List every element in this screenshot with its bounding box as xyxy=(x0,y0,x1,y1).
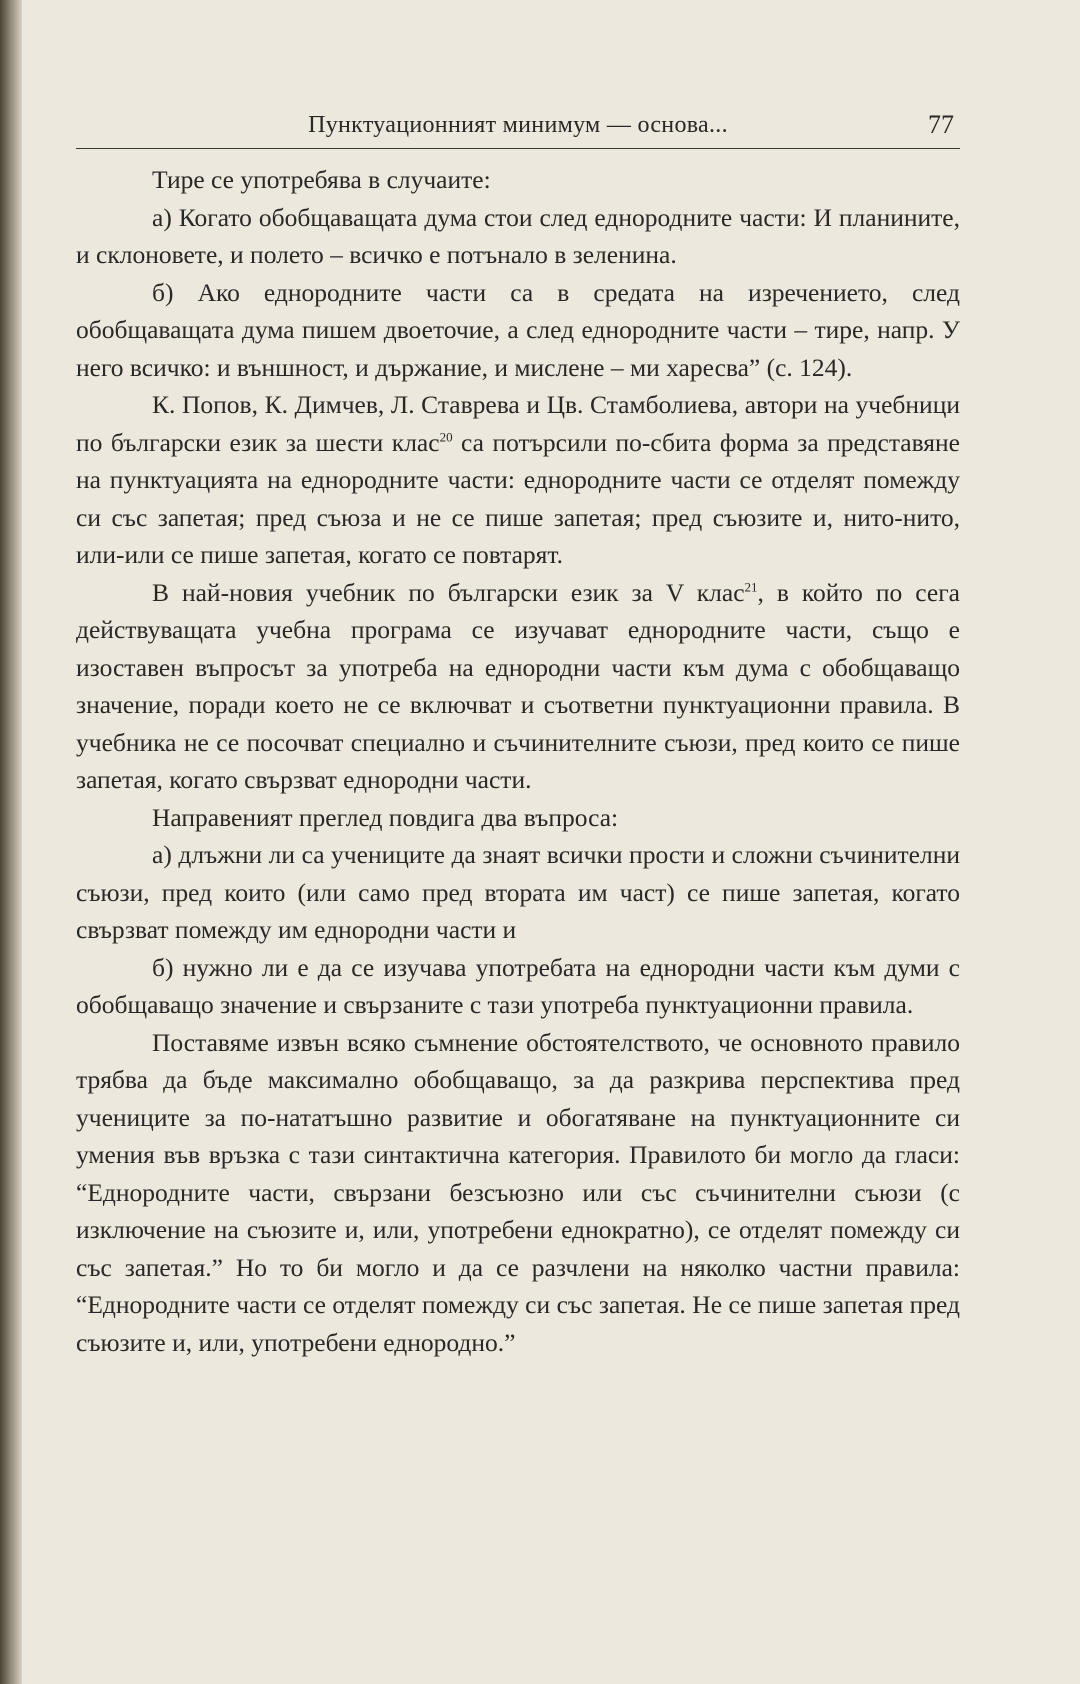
page-number: 77 xyxy=(928,110,954,139)
book-page xyxy=(76,108,960,1361)
paragraph: б) Ако еднородните части са в средата на изречението, след обобщаващата дума пишем двоеточие, а след еднородните части – тире, напр. У него всичко: и външност, и държание, и мислене – ми харесва” (с. 124). xyxy=(76,277,960,382)
paragraph-text: са потърсили по-сбита форма за представяне на пунктуацията на еднородните части: еднородните части се отделят помежду си със запетая; пред съюза и не се пише запетая; пред съюзите и, нито-нито, или-или се пише запетая, когато се повтарят. xyxy=(76,427,960,569)
paragraph-text: К. Попов, К. Димчев, Л. Ставрева и Цв. Стамболиева, автори на учебници по български език за шести клас xyxy=(76,390,960,457)
body-text xyxy=(76,161,960,1361)
paragraph: а) Когато обобщаващата дума стои след еднородните части: И планините, и склоновете, и полето – всичко е потънало в зеленина. xyxy=(76,202,960,269)
paragraph: Тире се употребява в случаите: xyxy=(152,165,491,194)
running-title: Пунктуационният минимум — основа... xyxy=(308,112,728,138)
paragraph: Поставяме извън всяко съмнение обстоятелството, че основното правило трябва да бъде максимално обобщаващо, за да разкрива перспектива пред учениците за по-нататъшно развитие и обогатяване на пунктуационните си умения във връзка с тази синтактична категория. Правилото би могло да гласи: “Еднородните части, свързани безсъюзно или със съчинителни съюзи (с изключение на съюзите и, или, употребени еднократно), се отделят помежду си със запетая.” Но то би могло и да се разчлени на няколко частни правила: “Еднородните части се отделят помежду си със запетая. Не се пише запетая пред съюзите и, или, употребени еднородно.” xyxy=(76,1027,960,1357)
footnote-ref: 20 xyxy=(439,429,453,444)
paragraph xyxy=(76,574,960,799)
paragraph-text: , в който по сега действуващата учебна програма се изучават еднородните части, също е изоставен въпросът за употреба на еднородни части към дума с обобщаващо значение, поради което не се включват и съответни пунктуационни правила. В учебника не се посочват специално и съчинителните съюзи, пред които се пише запетая, когато свързват еднородни части. xyxy=(76,577,960,794)
paragraph-text: В най-новия учебник по български език за V клас xyxy=(152,577,745,607)
footnote-ref: 21 xyxy=(744,579,758,594)
paragraph: а) длъжни ли са учениците да знаят всички прости и сложни съчинителни съюзи, пред които (или само пред втората им част) се пише запетая, когато свързват помежду им еднородни части и xyxy=(76,840,960,944)
paragraph xyxy=(76,386,960,574)
paragraph: Направеният преглед повдига два въпроса: xyxy=(152,802,619,832)
running-head xyxy=(76,108,960,149)
paragraph: б) нужно ли е да се изучава употребата на еднородни части към думи с обобщаващо значение и свързаните с тази употреба пунктуационни правила. xyxy=(76,952,960,1019)
book-spine-shadow xyxy=(0,0,22,1684)
